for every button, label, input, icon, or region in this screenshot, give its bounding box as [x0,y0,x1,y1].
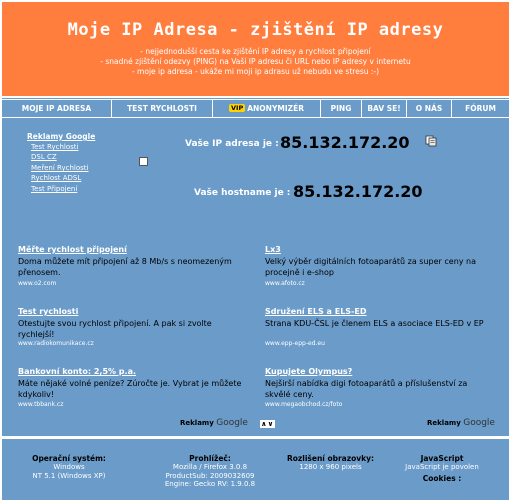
nav-item-test-rychlosti[interactable] [112,100,213,117]
nav-item-ping[interactable] [321,100,362,117]
ad-title[interactable]: Kupujete Olympus? [265,367,353,376]
ad-url[interactable]: www.radiokomunikace.cz [18,340,94,347]
nav-label: BAV SE! [367,104,401,113]
ads-by-google[interactable] [427,418,495,428]
sidebar-link[interactable]: Test Rychlosti [31,143,79,151]
ad-url[interactable]: www.tbbank.cz [18,401,64,408]
ad-description: Máte nějaké volné peníze? Zúročte je. Vybrat je můžete kdykoliv! [18,379,242,399]
nav-item-o-nas[interactable] [407,100,452,117]
nav-item-forum[interactable] [452,100,509,117]
footer-resolution-line: 1280 x 960 pixels [299,463,362,471]
copy-icon[interactable] [425,135,437,147]
footer-os-line: Windows [53,463,85,471]
nav-label: FÓRUM [465,104,496,113]
ad-url[interactable]: www.epp-epp-ed.eu [265,340,325,347]
tagline-line: - nejjednodušší cesta ke zjištění IP adresy a rychlost připojení [140,47,371,56]
nav-label: TEST RYCHLOSTI [127,104,197,113]
footer-cookies-head: Cookies : [422,473,462,483]
ads-by-reklamy: Reklamy [180,419,214,427]
ad-description: Nejširší nabídka digi fotoaparátů a příslušenství za skvělé ceny. [265,379,468,399]
footer-browser-head: Prohlížeč: [189,454,231,463]
site-title: Moje IP Adresa - zjištění IP adresy [67,20,444,40]
nav-label: ANONYMIZÉR [247,104,304,113]
ad-url[interactable]: www.megaobchod.cz/foto [265,401,343,408]
footer-browser-line: Mozilla / Firefox 3.0.8 [172,463,248,471]
sidebar-link[interactable]: Meření Rychlosti [31,164,89,172]
ad-description: Otestujte svou rychlost připojení. A pak si zvolte rychlejší! [18,319,212,339]
ad-title[interactable]: Sdružení ELS a ELS-ED [265,307,367,316]
checkbox[interactable] [139,157,148,166]
ads-by-google[interactable] [180,418,248,428]
ad-url[interactable]: www.o2.com [18,280,57,287]
google-logo: Google [216,418,248,428]
page [2,2,509,500]
footer-resolution-head: Rozlišení obrazovky: [286,454,375,463]
tagline-line: - snadné zjištění odezvy (PING) na Vaší IP adresu či URL nebo IP adresy v internetu [100,57,411,66]
ad-title[interactable]: Měřte rychlost připojení [18,245,127,254]
ad-title[interactable]: Lx3 [265,245,281,254]
main-nav [2,99,509,118]
hostname-label: Vaše hostname je : [194,188,291,198]
ad-url[interactable]: www.afoto.cz [265,280,305,287]
nav-label: MOJE IP ADRESA [21,104,92,113]
ad-title[interactable]: Test rychlosti [18,307,79,316]
nav-item-anonymizer[interactable] [213,100,321,117]
nav-label: PING [330,104,352,113]
sidebar-link[interactable]: Test Připojení [31,185,78,193]
footer-os-head: Operační systém: [32,454,106,463]
sidebar-link[interactable]: DSL CZ [31,153,57,161]
google-logo: Google [463,418,495,428]
footer-javascript-line: JavaScript je povolen [405,463,479,471]
ad-description: Strana KDU-ČSL je členem ELS a asociace ELS-ED v EP [265,319,484,328]
ad-nav-arrows[interactable]: ∧∨ [261,420,275,428]
sidebar-link[interactable]: Rychlost ADSL [31,174,82,182]
footer-os-line: NT 5.1 (Windows XP) [32,471,106,480]
footer-separator [2,436,509,439]
footer-browser [150,454,270,489]
footer-browser-line: ProductSub: 2009032609 [165,471,255,480]
ip-value: 85.132.172.20 [280,133,410,152]
footer-javascript-head: JavaScript [420,454,464,463]
ip-label: Vaše IP adresa je : [185,139,279,149]
ad-description: Doma můžete mít připojení až 8 Mb/s s neomezeným přenosem. [18,257,232,277]
footer-browser-line: Engine: Gecko RV: 1.9.0.8 [164,480,256,488]
sidebar-ads-title[interactable]: Reklamy Google [27,132,96,141]
ad-description: Velký výběr digitálních fotoaparátů za super ceny na procejně i e-shop [265,257,477,277]
footer-os [14,454,124,480]
site-header [2,2,509,98]
ads-by-reklamy: Reklamy [427,419,461,427]
hostname-value: 85.132.172.20 [293,182,423,201]
tagline-line: - moje ip adresa - ukáže mi moji ip adrasu už nebudu ve stresu :-) [131,67,380,76]
footer-javascript [392,454,492,483]
ad-title[interactable]: Bankovní konto: 2,5% p.a. [18,367,137,376]
nav-item-moje-ip[interactable] [2,100,112,117]
vip-badge: VIP [231,104,244,112]
footer-resolution [278,454,383,472]
nav-label: O NÁS [415,104,443,113]
nav-item-bav-se[interactable] [362,100,407,117]
